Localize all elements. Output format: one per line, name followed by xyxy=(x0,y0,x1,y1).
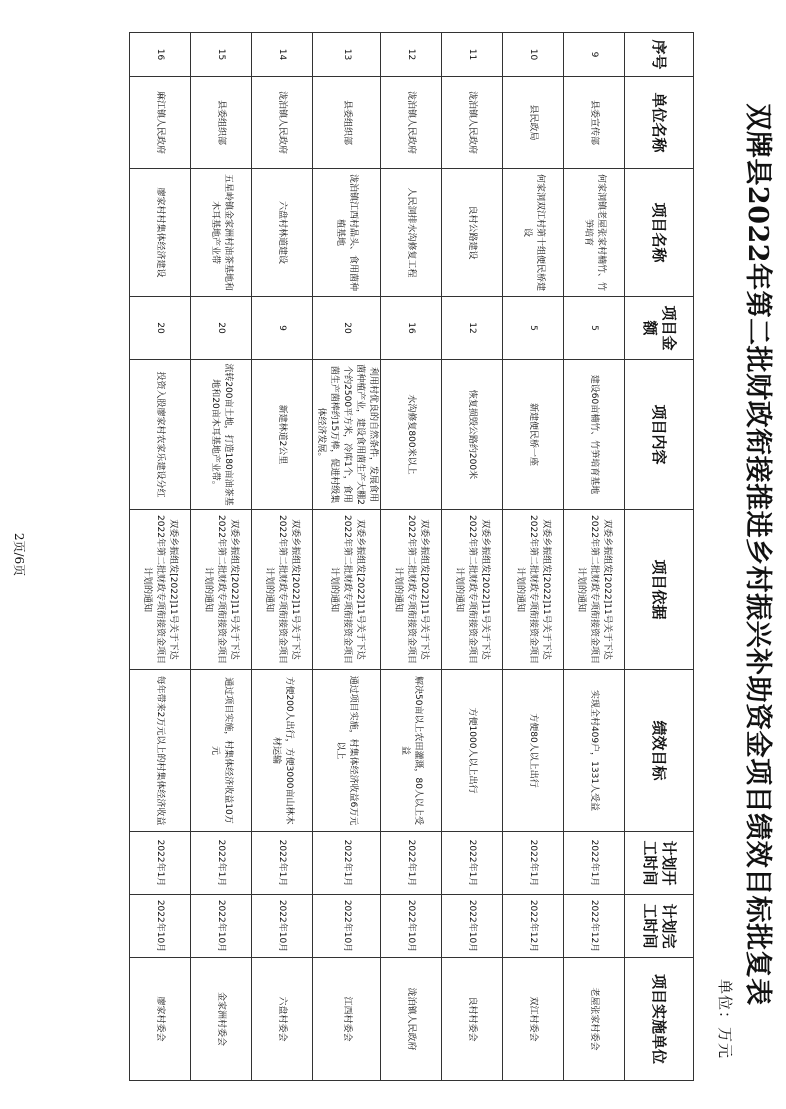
page-title: 双牌县2022年第二批财政衔接推进乡村振兴补助资金项目绩效目标批复表 xyxy=(742,103,773,1006)
cell-start: 2022年1月 xyxy=(313,832,381,895)
cell-end: 2022年12月 xyxy=(564,895,625,958)
cell-project-name: 六盘村林道建设 xyxy=(252,169,313,297)
cell-content: 建设60亩楠竹、竹笋培育基地 xyxy=(564,360,625,510)
header-target: 绩效目标 xyxy=(625,670,694,832)
table-row xyxy=(442,33,503,1081)
cell-basis: 双委乡振组发[2022]11号关于下达2022年第二批财政专项衔接资金项目计划的通知 xyxy=(130,510,191,670)
cell-start: 2022年1月 xyxy=(130,832,191,895)
table-row xyxy=(191,33,252,1081)
cell-unit-name: 泷泊镇人民政府 xyxy=(381,77,442,169)
table-row xyxy=(130,33,191,1081)
cell-unit-name: 县委组织部 xyxy=(191,77,252,169)
cell-start: 2022年1月 xyxy=(442,832,503,895)
cell-target: 实现全村409户，1331人受益 xyxy=(564,670,625,832)
cell-index: 14 xyxy=(252,33,313,77)
cell-unit-name: 县委组织部 xyxy=(313,77,381,169)
cell-impl-unit: 六盘村委会 xyxy=(252,958,313,1081)
header-start: 计划开工时间 xyxy=(625,832,694,895)
cell-unit-name: 麻江镇人民政府 xyxy=(130,77,191,169)
header-basis: 项目依据 xyxy=(625,510,694,670)
cell-basis: 双委乡振组发[2022]11号关于下达2022年第二批财政专项衔接资金项目计划的通知 xyxy=(503,510,564,670)
cell-end: 2022年10月 xyxy=(442,895,503,958)
cell-start: 2022年1月 xyxy=(503,832,564,895)
cell-impl-unit: 老屋张家村委会 xyxy=(564,958,625,1081)
header-project-name: 项目名称 xyxy=(625,169,694,297)
cell-index: 9 xyxy=(564,33,625,77)
page-number: 2页/6页 xyxy=(12,532,26,577)
cell-content: 新建便民桥一座 xyxy=(503,360,564,510)
cell-end: 2022年10月 xyxy=(381,895,442,958)
header-index: 序号 xyxy=(625,33,694,77)
cell-index: 11 xyxy=(442,33,503,77)
cell-target: 方便80人以上出行 xyxy=(503,670,564,832)
cell-start: 2022年1月 xyxy=(252,832,313,895)
cell-project-name: 五星岭镇金家洲村油茶基地和木耳基地产业带 xyxy=(191,169,252,297)
cell-impl-unit: 廖家村委会 xyxy=(130,958,191,1081)
cell-amount: 20 xyxy=(313,297,381,360)
cell-impl-unit: 金家洲村委会 xyxy=(191,958,252,1081)
cell-target: 方便1000人以上出行 xyxy=(442,670,503,832)
cell-impl-unit: 泷泊镇人民政府 xyxy=(381,958,442,1081)
header-end: 计划完工时间 xyxy=(625,895,694,958)
cell-content: 利用村优良的自然条件，发展食用菌种植产业，建设食用菌生产大棚2个约2500平方米，冷库1个，食用菌生产菌棒约15万棒，促进村级集体经济发展。 xyxy=(313,360,381,510)
cell-impl-unit: 双江村委会 xyxy=(503,958,564,1081)
cell-project-name: 何家洞镇老屋张家村楠竹、竹笋培育 xyxy=(564,169,625,297)
table-header-row xyxy=(625,33,694,1081)
cell-index: 15 xyxy=(191,33,252,77)
cell-impl-unit: 江西村委会 xyxy=(313,958,381,1081)
cell-project-name: 何家洞双江村第十组便民桥建设 xyxy=(503,169,564,297)
cell-amount: 5 xyxy=(503,297,564,360)
header-content: 项目内容 xyxy=(625,360,694,510)
cell-amount: 12 xyxy=(442,297,503,360)
cell-end: 2022年10月 xyxy=(130,895,191,958)
cell-end: 2022年10月 xyxy=(191,895,252,958)
table-row xyxy=(381,33,442,1081)
unit-label: 单位：万元 xyxy=(716,978,734,1059)
cell-basis: 双委乡振组发[2022]11号关于下达2022年第二批财政专项衔接资金项目计划的通知 xyxy=(442,510,503,670)
cell-start: 2022年1月 xyxy=(191,832,252,895)
cell-index: 10 xyxy=(503,33,564,77)
cell-index: 16 xyxy=(130,33,191,77)
cell-target: 每年带来2万元以上的村集体经济收益 xyxy=(130,670,191,832)
cell-project-name: 人民洞排水沟修复工程 xyxy=(381,169,442,297)
table-row xyxy=(564,33,625,1081)
cell-content: 新建林道2公里 xyxy=(252,360,313,510)
table-row xyxy=(503,33,564,1081)
cell-index: 12 xyxy=(381,33,442,77)
cell-impl-unit: 良村村委会 xyxy=(442,958,503,1081)
header-amount: 项目金额 xyxy=(625,297,694,360)
cell-content: 投资入股廖家村农家乐建设分红 xyxy=(130,360,191,510)
cell-project-name: 泷泊镇江西村晶头、食用菌种植基地 xyxy=(313,169,381,297)
cell-start: 2022年1月 xyxy=(381,832,442,895)
cell-unit-name: 县委宣传部 xyxy=(564,77,625,169)
cell-content: 流转200亩土地，打造180亩油茶基地和20亩木耳基地产业带。 xyxy=(191,360,252,510)
header-impl-unit: 项目实施单位 xyxy=(625,958,694,1081)
cell-unit-name: 县民政局 xyxy=(503,77,564,169)
cell-basis: 双委乡振组发[2022]11号关于下达2022年第二批财政专项衔接资金项目计划的通知 xyxy=(381,510,442,670)
cell-amount: 9 xyxy=(252,297,313,360)
cell-basis: 双委乡振组发[2022]11号关于下达2022年第二批财政专项衔接资金项目计划的通知 xyxy=(564,510,625,670)
cell-target: 通过项目实施，村集体经济收益10万元 xyxy=(191,670,252,832)
cell-target: 解决50亩以上农田灌溉，80人以上受益 xyxy=(381,670,442,832)
table-row xyxy=(313,33,381,1081)
cell-basis: 双委乡振组发[2022]11号关于下达2022年第二批财政专项衔接资金项目计划的通知 xyxy=(191,510,252,670)
table-row xyxy=(252,33,313,1081)
cell-amount: 20 xyxy=(191,297,252,360)
performance-table xyxy=(129,32,694,1081)
cell-unit-name: 泷泊镇人民政府 xyxy=(442,77,503,169)
cell-basis: 双委乡振组发[2022]11号关于下达2022年第二批财政专项衔接资金项目计划的通知 xyxy=(252,510,313,670)
cell-target: 通过项目实施，村集体经济收益6万元以上 xyxy=(313,670,381,832)
cell-content: 水沟修复800米以上 xyxy=(381,360,442,510)
header-unit-name: 单位名称 xyxy=(625,77,694,169)
cell-amount: 16 xyxy=(381,297,442,360)
cell-content: 恢复损毁公路约200米 xyxy=(442,360,503,510)
cell-end: 2022年10月 xyxy=(313,895,381,958)
cell-amount: 20 xyxy=(130,297,191,360)
cell-project-name: 廖家村村集体经济建设 xyxy=(130,169,191,297)
cell-end: 2022年10月 xyxy=(252,895,313,958)
cell-start: 2022年1月 xyxy=(564,832,625,895)
cell-basis: 双委乡振组发[2022]11号关于下达2022年第二批财政专项衔接资金项目计划的通知 xyxy=(313,510,381,670)
cell-unit-name: 泷泊镇人民政府 xyxy=(252,77,313,169)
cell-project-name: 良村公路建设 xyxy=(442,169,503,297)
cell-index: 13 xyxy=(313,33,381,77)
cell-amount: 5 xyxy=(564,297,625,360)
cell-end: 2022年12月 xyxy=(503,895,564,958)
cell-target: 方便200人出行，方便3000亩山林木材运输 xyxy=(252,670,313,832)
